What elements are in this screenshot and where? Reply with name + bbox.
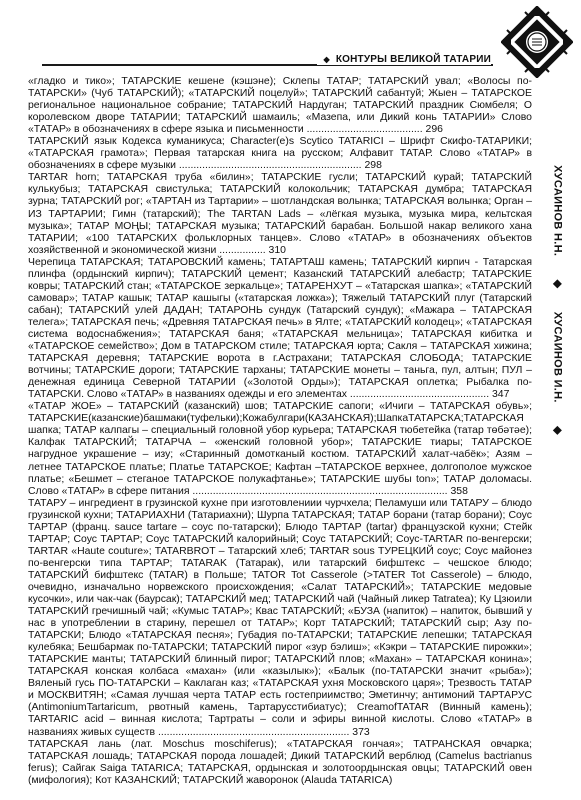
author-name-1: ХУСАИНОВ Н.Н. <box>551 165 564 257</box>
running-header <box>317 54 491 65</box>
side-author-label <box>545 120 571 480</box>
running-header-title: КОНТУРЫ ВЕЛИКОЙ ТАТАРИИ <box>335 54 491 65</box>
toc-paragraph: ТАТАРСКАЯ лань (лат. Moschus moschiferus); «ТАТАРСКАЯ гончая»; ТАТРАНСКАЯ овчарка; ТАТАРСКАЯ лошадь; ТАТАРСКАЯ порода лошадей; Дикий ТАТАРСКИЙ верблюд (Camelus bactrianus ferus); Сайгак Saiga TATARICA; ТАТАРСКАЯ, ордынская и золотоордынская овцы; ТАТАРСКИЙ овен (мифология); Кот КАЗАНСКИЙ; ТАТАРСКИЙ жаворонок (Alauda TATARICA) <box>28 738 532 786</box>
diamond-separator-icon: ◆ <box>551 279 564 289</box>
toc-paragraph: TARTAR horn; ТАТАРСКАЯ труба «билин»; ТАТАРСКИЕ гусли; ТАТАРСКИЙ курай; ТАТАРСКИЙ кулькубыз; ТАТАРСКАЯ свистулька; ТАТАРСКИЙ колокольчик; ТАТАРСКАЯ думбра; ТАТАРСКАЯ зурна; ТАТАРСКИЙ рог; «ТАРТАН из Тартарии» – шотландская волынка; ТАТАРСКАЯ волынка; Орган – ИЗ ТАРТАРИИ; Гимн (татарский); The TARTAN Lads – «лёгкая музыка, музыка мира, кельтская музыка»; ТАТАР МОҢЫ; ТАТАРСКАЯ музыка; ТАТАРСКИЙ барабан. Большой накар великого хана ТАТАРИИ; «100 ТАТАРСКИХ фольклорных танцев». Слово «ТАТАР» в обозначениях объектов хозяйственной и экономической жизни ................ 310 <box>28 172 532 256</box>
toc-paragraph: «ТАТАР ЖОЕ» – ТАТАРСКИЙ (казанский) шов; ТАТАРСКИЕ сапоги; «Ичиги – ТАТАРСКАЯ обувь»; ТАТАРСКИЕ(казанские)башмаки(туфельки);Кожабулгари(КАЗАНСКАЯ);ШапкаТАТАРСКА;ТАТАРСКАЯ шапка; ТАТАР калпагы – специальный головной убор курьера; ТАТАРСКАЯ тюбетейка (татар төбәтәе); Калфак ТАТАРСКИЙ; ТАТАРЧА – «женский головной убор»; ТАТАРСКИЕ тиары; ТАТАРСКОЕ нагрудное украшение – изу; «Старинный домотканый костюм. ТАТАРСКИЙ халат-чабёк»; Азям – летнее ТАТАРСКОЕ платье; Платье ТАТАРСКОЕ; Кафтан –ТАТАРСКОЕ верхнее, долгополое мужское платье; «Бешмет – стеганое ТАТАРСКОЕ полукафтанье»; ТАТАРСКИЕ шубы ton»; ТАТАР доломасы. Слово «ТАТАР» в сфере питания ........................................................................................ 358 <box>28 401 532 497</box>
toc-paragraph: ТАТАРСКИЙ язык Кодекса куманикуса; Character(e)s Scytico TATARICI – Шрифт Скифо-ТАТАРИКИ; «ТАТАРСКАЯ грамота»; Первая татарская книга на русском; Алфавит ТАТАР. Слово «ТАТАР» в обозначениях в сфере музыки ............................................................... 298 <box>28 136 532 172</box>
ornament-logo-icon <box>501 6 573 78</box>
toc-paragraph: ТАТАРУ – ингредиент в грузинской кухне при изготовлениии чурчхела; Пеламуши или ТАТАРУ – блюдо грузинской кухни; ТАТАРИАХНИ (Татариахни); Шурпа ТАТАРСКАЯ; ТАТАР борани (татар борани); Соус ТАРТАР (франц. sauce tartare – соус по-татарски); Блюдо ТАРТАР (tartar) французской кухни; Стейк ТАРТАР; Соус ТАРТАР; Соус ТАТАРСКИЙ калорийный; Соус ТАТАРСКИЙ; Соус-TARTAR по-венгерски; TARTAR «Haute couture»; TATARBROT – Татарский хлеб; TARTAR sous ТУРЕЦКИЙ соус; Соус майонез по-венгерски типа ТАРТАР; TATARAK (Татарак), или татарский бифштекс – чешское блюдо; ТАТАРСКИЙ бифштекс (TATAR) в Польше; TATOR Tot Casserole (>TATER Tot Casserole) – блюдо, очевидно, изначально норвежского происхождения; «Салат ТАТАРСКИЙ»; ТАТАРСКИЕ медовые кусочки», или чак-чак (баурсак); ТАТАРСКИЙ мед; ТАТАРСКИЙ чай (Чайный ликер Tatratea); Ку Цзюили ТАТАРСКИЙ гречишный чай; «Кумыс ТАТАР»; Квас ТАТАРСКИЙ; «БУЗА (напиток) – напиток, бывший у нас в употреблении в старину, перешел от ТАТАР»; Корт ТАТАРСКИЙ; ТАТАРСКИЙ сыр; Азу по-ТАТАРСКИ; Блюдо «ТАТАРСКАЯ песня»; Губадия по-ТАТАРСКИ; ТАТАРСКИЕ лепешки; ТАТАРСКАЯ кулебяка; Бешбармак по-ТАТАРСКИ; ТАТАРСКИЙ пирог «зур бэлиш»; «Кэкри – ТАТАРСКИЕ пирожки»; ТАТАРСКИЕ манты; ТАТАРСКИЙ блинный пирог; ТАТАРСКИЙ плов; «Махан» – ТАТАРСКАЯ конина»; ТАТАРСКАЯ конская колбаса «махан» (или «казылык»); «Балык (по-ТАТАРСКИ значит «рыба»); Вяленый гусь ПО-ТАТАРСКИ – Каклаган каз; «ТАТАРСКАЯ ухня Московского царя»; Трезвость ТАТАР и МОСКВИТЯН; «Самая лучшая черта ТАТАР есть гостеприимство; Эметинчу; антимоний ТАРТАРУС (AntimoniumTartaricum, рвотный камень, Тартарусстибиатус); CreamofTATAR (Винный камень); TARTARIC acid – винная кислота; Тартраты – соли и эфиры винной кислоты. Слово «ТАТАР» в названиях живых существ .................................................................. 373 <box>28 497 532 738</box>
toc-paragraph: «гладко и тико»; ТАТАРСКИЕ кешене (кэшэне); Склепы ТАТАР; ТАТАРСКИЙ увал; «Волосы по-ТАТАРСКИ» (Чуб ТАТАРСКИЙ); «ТАТАРСКИЙ поцелуй»; ТАТАРСКИЙ сабантуй; Жыен – ТАТАРСКОЕ региональное национальное собрание; ТАТАРСКИЙ Нардуган; ТАТАРСКИЙ праздник Сюмбеля; О королевском дворе ТАТАРИИ; ТАТАРСКИЙ шамаиль; «Мазепа, или Дикий конь ТАТАРИИ» Слово «ТАТАР» в обозначениях в сфере языка и письменности ........................................ 296 <box>28 76 532 136</box>
page-header <box>0 0 581 86</box>
toc-paragraph: Черепица ТАТАРСКАЯ; ТАТАРОВСКИЙ камень; ТАТАРТАШ камень; ТАТАРСКИЙ кирпич - Татарская плинфа (ордынский кирпич); ТАТАРСКИЙ цемент; Казанский ТАТАРСКИЙ алебастр; ТАТАРСКИЕ ковры; ТАТАРСКИЙ стан; «ТАТАРСКОЕ зеркальце»; ТАТАРЕНХУТ – «Татарская шапка»; «ТАТАРСКИЙ самовар»; ТАТАР кашык; ТАТАР кашыгы («татарская ложка»); Тяжелый ТАТАРСКИЙ плуг (Татарский сабан); ТАТАРСКИЙ улей ДАДАН; ТАТАРОНЬ сундук (Татарский сундук); «Мажара – ТАТАРСКАЯ телега»; ТАТАРСКАЯ печь; «Древняя ТАТАРСКАЯ печь» в Ялте; «ТАТАРСКИЙ колодец»; «ТАТАРСКАЯ система водоснабжения»; ТАТАРСКАЯ баня; «ТАТАРСКАЯ мельница»; ТАТАРСКАЯ кибитка и «ТАТАРСКОЕ семейство»; Дом в ТАТАРСКОМ стиле; ТАТАРСКАЯ юрта; Сакля – ТАТАРСКАЯ хижина; ТАТАРСКАЯ деревня; ТАТАРСКИЕ ворота в г.Астрахани; ТАТАРСКАЯ СЛОБОДА; ТАТАРСКИЕ вотчины; ТАТАРСКИЕ дороги; ТАТАРСКИЕ тарханы; ТАТАРСКИЕ монеты – таньга, пул, алтын; ПУЛ – денежная единица Северной ТАТАРИИ («Золотой Орды»); ТАТАРСКАЯ оплетка; Рыбалка по-ТАТАРСКИ. Слово «ТАТАР» в названиях одежды и его элементах ................................................ 347 <box>28 256 532 401</box>
diamond-separator-icon: ◆ <box>551 426 564 435</box>
author-name-2: ХУСАИНОВ И.Н. <box>551 311 564 403</box>
toc-body <box>28 76 532 787</box>
diamond-bullet-icon: ◆ <box>323 55 330 64</box>
